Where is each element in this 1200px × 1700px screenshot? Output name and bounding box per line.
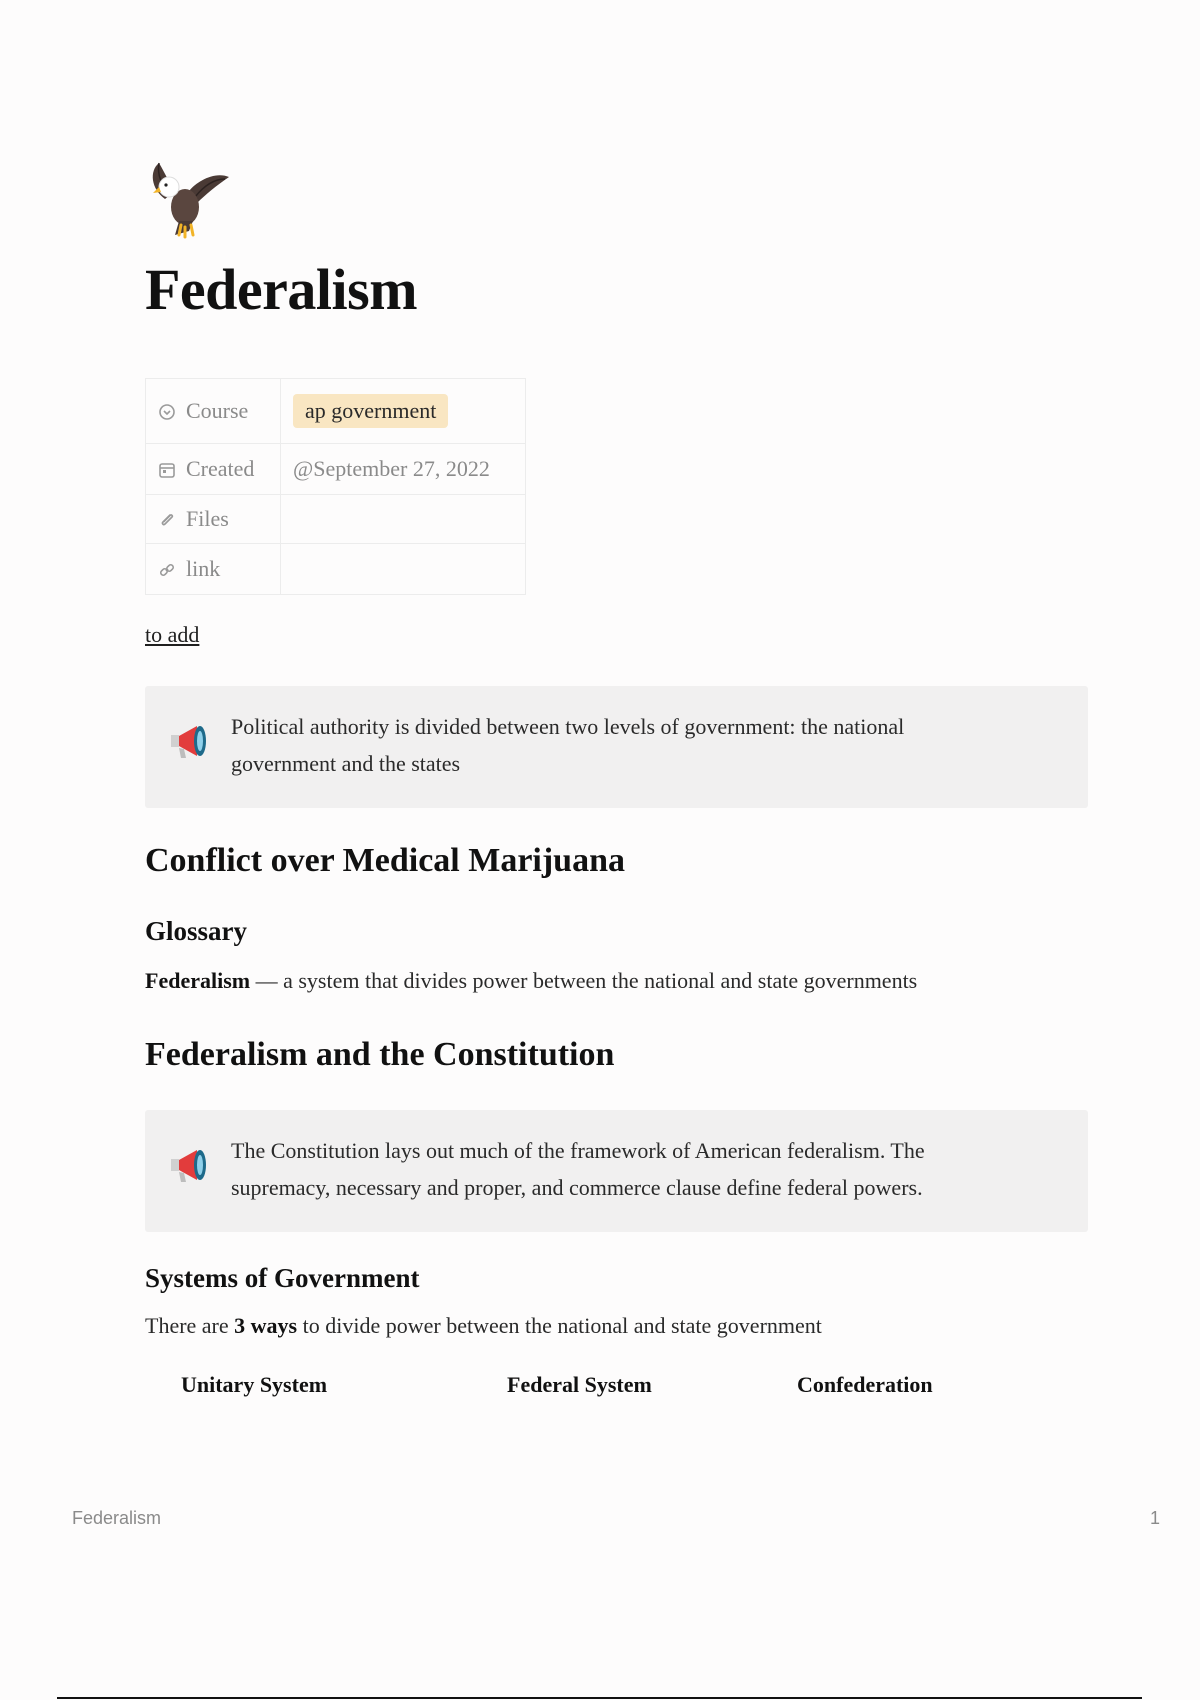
glossary-definition: [145, 968, 917, 994]
created-date: @September 27, 2022: [281, 444, 526, 495]
eagle-icon: [145, 155, 235, 243]
intro-text: to divide power between the national and state government: [297, 1313, 822, 1338]
property-key: [146, 495, 281, 544]
property-key: [146, 444, 281, 495]
page-number: 1: [1149, 1508, 1160, 1528]
callout-line: supremacy, necessary and proper, and commerce clause define federal powers.: [231, 1175, 923, 1200]
glossary-term: Federalism: [145, 968, 251, 993]
property-key: [146, 379, 281, 444]
paperclip-icon: [158, 509, 176, 527]
column-unitary-system: Unitary System: [181, 1372, 328, 1397]
callout-text: [231, 708, 1051, 782]
footer-title: Federalism: [72, 1508, 162, 1528]
megaphone-icon: [167, 718, 213, 762]
property-label: Created: [186, 456, 255, 481]
section-heading-constitution: Federalism and the Constitution: [145, 1036, 615, 1073]
glossary-definition-text: — a system that divides power between the national and state governments: [250, 968, 918, 993]
properties-table: [145, 378, 526, 595]
property-label: Course: [186, 398, 249, 423]
callout-line: The Constitution lays out much of the framework of American federalism. The: [231, 1138, 925, 1163]
megaphone-icon: [167, 1142, 213, 1186]
calendar-icon: [158, 459, 176, 477]
callout-text: [231, 1132, 1051, 1206]
page-divider: [57, 1697, 1142, 1699]
link-value[interactable]: [281, 544, 526, 595]
intro-emphasis: 3 ways: [234, 1313, 298, 1338]
property-row-files: [146, 495, 526, 544]
section-heading-marijuana: Conflict over Medical Marijuana: [145, 842, 626, 879]
intro-text: There are: [145, 1313, 235, 1338]
callout-block: [145, 1110, 1088, 1232]
to-add-link[interactable]: to add: [145, 622, 200, 647]
property-row-course: [146, 379, 526, 444]
property-key: [146, 544, 281, 595]
link-icon: [158, 559, 176, 577]
systems-intro: [145, 1313, 822, 1339]
callout-block: [145, 686, 1088, 808]
column-confederation: Confederation: [797, 1372, 933, 1397]
course-tag[interactable]: ap government: [293, 394, 448, 428]
subheading-glossary: Glossary: [145, 916, 248, 946]
property-label: Files: [186, 506, 229, 531]
property-row-link: [146, 544, 526, 595]
property-label: link: [186, 556, 221, 581]
select-icon: [158, 401, 176, 419]
page-title: Federalism: [145, 257, 418, 322]
property-row-created: [146, 444, 526, 495]
callout-line: Political authority is divided between two levels of government: the national: [231, 714, 905, 739]
files-value[interactable]: [281, 495, 526, 544]
subheading-systems: Systems of Government: [145, 1263, 420, 1293]
property-value[interactable]: [281, 379, 526, 444]
callout-line: government and the states: [231, 751, 461, 776]
column-federal-system: Federal System: [507, 1372, 652, 1397]
